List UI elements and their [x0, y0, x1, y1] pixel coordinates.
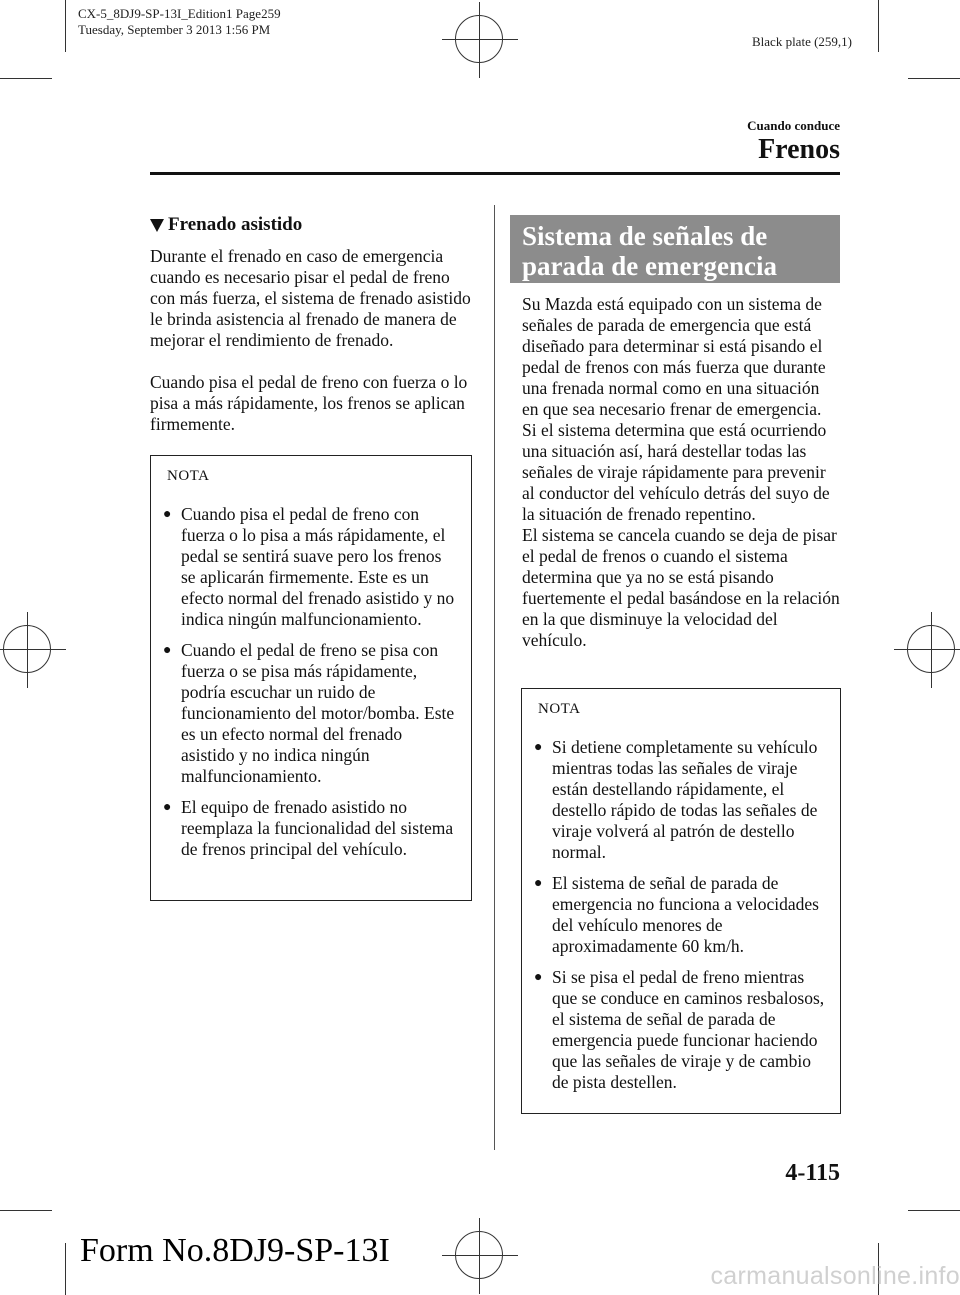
note-item-text: Si detiene completamente su vehículo mientras todas las señales de viraje están destellando rápidamente, el destello rápido de todas las señales de viraje volverá al patrón de destello normal. [552, 737, 818, 862]
plate-label: Black plate (259,1) [752, 34, 852, 49]
section-category: Cuando conduce [747, 118, 840, 133]
note-item [161, 504, 457, 630]
note-item-text: El sistema de señal de parada de emergencia no funciona a velocidades del vehículo menores de aproximadamente 60 km/h. [552, 873, 819, 956]
bullet-icon: ● [163, 507, 172, 522]
crop-mark [65, 0, 66, 52]
note-item-text: Si se pisa el pedal de freno mientras que se conduce en caminos resbalosos, el sistema de señal de parada de emergencia puede funcionar haciendo que las señales de viraje y de cambio de pista destellen. [552, 967, 825, 1092]
crop-mark [878, 0, 879, 52]
crop-mark [0, 78, 52, 79]
note-item [161, 797, 457, 860]
paragraph: Cuando pisa el pedal de freno con fuerza o lo pisa a más rápidamente, los frenos se aplican firmemente. [150, 372, 468, 434]
note-box [521, 688, 841, 1114]
registration-mark-top [442, 2, 518, 78]
note-list [161, 504, 457, 860]
bullet-icon: ● [534, 970, 543, 985]
right-column [522, 294, 840, 672]
note-title: NOTA [538, 701, 581, 717]
crop-mark [908, 1210, 960, 1211]
note-item [161, 640, 457, 787]
bullet-icon: ● [163, 800, 172, 815]
crop-mark [65, 1243, 66, 1295]
subsection-heading-text: Frenado asistido [168, 214, 303, 235]
file-info-line-1: CX-5_8DJ9-SP-13I_Edition1 Page259 [78, 6, 281, 21]
header-rule [150, 172, 840, 175]
note-item [532, 967, 826, 1093]
registration-mark-bottom [442, 1218, 518, 1294]
page-number: 4-115 [785, 1160, 840, 1186]
note-list [532, 737, 826, 1093]
note-box [150, 455, 472, 901]
section-title: Frenos [758, 134, 840, 165]
form-number: Form No.8DJ9-SP-13I [80, 1232, 390, 1269]
paragraph: El sistema se cancela cuando se deja de pisar el pedal de frenos o cuando el sistema determina que ya no se está pisando fuertemente el pedal basándose en la relación en la que disminuye la velocidad del vehículo. [522, 525, 840, 650]
registration-mark-left [0, 612, 66, 688]
section-banner [510, 215, 840, 283]
note-title: NOTA [167, 468, 210, 484]
banner-line-1: Sistema de señales de [522, 221, 768, 251]
site-watermark: carmanualsonline.info [710, 1262, 960, 1290]
column-separator [494, 205, 495, 1150]
banner-line-2: parada de emergencia [522, 251, 777, 281]
note-item-text: Cuando pisa el pedal de freno con fuerza o lo pisa a más rápidamente, el pedal se sentirá suave pero los frenos se aplicarán firmemente. Este es un efecto normal del frenado asistido y no indica ningún malfuncionamiento. [181, 504, 455, 629]
note-item-text: El equipo de frenado asistido no reemplaza la funcionalidad del sistema de frenos principal del vehículo. [181, 797, 454, 859]
bullet-icon: ● [534, 740, 543, 755]
crop-mark [0, 1210, 52, 1211]
crop-mark [908, 78, 960, 79]
note-item [532, 737, 826, 863]
file-info [78, 6, 281, 38]
note-item [532, 873, 826, 957]
bullet-icon: ● [163, 643, 172, 658]
subsection-heading [150, 214, 472, 236]
bullet-icon: ● [534, 876, 543, 891]
registration-mark-right [894, 612, 960, 688]
triangle-marker-icon [150, 219, 164, 232]
left-column [150, 214, 472, 901]
paragraph: Durante el frenado en caso de emergencia cuando es necesario pisar el pedal de freno con más fuerza, el sistema de frenado asistido le brinda asistencia al frenado de manera de mejorar el rendimiento de frenado. [150, 246, 471, 350]
note-item-text: Cuando el pedal de freno se pisa con fuerza o se pisa más rápidamente, podría escuchar un ruido de funcionamiento del motor/bomba. Este es un efecto normal del frenado asistido y no indica ningún malfuncionamiento. [181, 640, 455, 786]
file-info-line-2: Tuesday, September 3 2013 1:56 PM [78, 22, 271, 37]
paragraph: Su Mazda está equipado con un sistema de señales de parada de emergencia que está diseñado para determinar si está pisando el pedal de frenos con más fuerza que durante una frenada normal como en una situación en que sea necesario frenar de emergencia. Si el sistema determina que está ocurriendo una situación así, hará destellar todas las señales de viraje rápidamente para prevenir al conductor del vehículo detrás del suyo de la situación de frenado repentino. [522, 294, 830, 524]
